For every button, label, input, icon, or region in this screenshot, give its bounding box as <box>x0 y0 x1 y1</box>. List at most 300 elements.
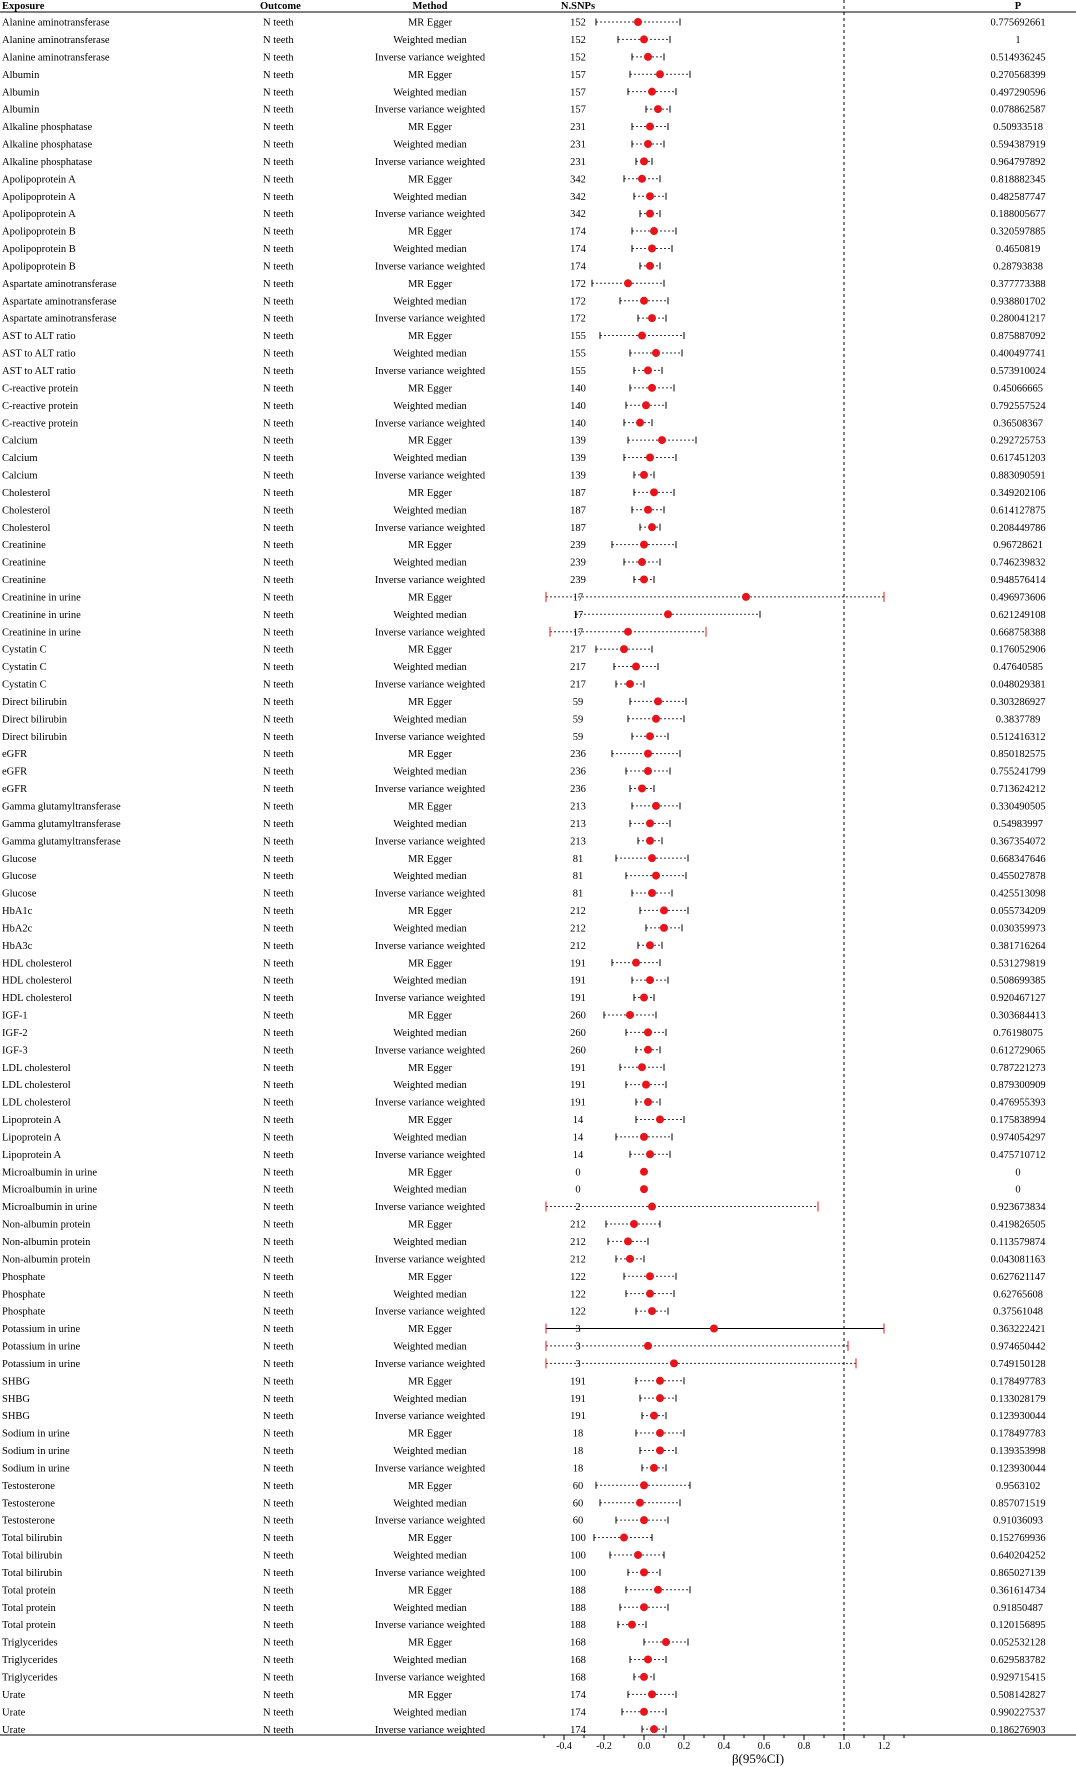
row-method: Inverse variance weighted <box>374 52 486 64</box>
row-exposure: Alanine aminotransferase <box>2 17 110 29</box>
row-method: MR Egger <box>407 1115 453 1127</box>
point-estimate <box>644 1028 652 1036</box>
row-exposure: Urate <box>2 1707 26 1719</box>
row-method: Weighted median <box>393 1707 467 1719</box>
row-outcome: N teeth <box>263 958 294 970</box>
forest-row <box>2 1324 1046 1336</box>
row-method: MR Egger <box>407 1219 453 1231</box>
row-method: Inverse variance weighted <box>374 156 486 168</box>
row-exposure: Creatinine <box>2 540 46 552</box>
forest-row <box>2 1254 1045 1265</box>
point-estimate <box>646 123 654 131</box>
forest-row <box>2 331 1046 342</box>
row-p: 0.629583782 <box>990 1655 1046 1667</box>
forest-row <box>2 279 1046 290</box>
row-exposure: SHBG <box>2 1393 31 1405</box>
row-method: MR Egger <box>407 122 453 134</box>
row-nsnps: 188 <box>570 1620 586 1632</box>
point-estimate <box>628 1621 636 1629</box>
row-outcome: N teeth <box>263 505 294 517</box>
row-method: MR Egger <box>407 1010 453 1022</box>
row-exposure: IGF-2 <box>2 1027 28 1039</box>
row-nsnps: 188 <box>570 1602 586 1614</box>
row-exposure: Total bilirubin <box>2 1533 63 1545</box>
forest-row <box>2 662 1043 673</box>
row-outcome: N teeth <box>263 1341 294 1353</box>
forest-row <box>2 1481 1040 1492</box>
row-exposure: C-reactive protein <box>2 418 79 430</box>
row-nsnps: 187 <box>570 505 586 517</box>
row-outcome: N teeth <box>263 1376 294 1388</box>
point-estimate <box>624 1237 632 1245</box>
row-p: 0.381716264 <box>990 940 1046 952</box>
row-exposure: eGFR <box>2 749 28 761</box>
row-nsnps: 260 <box>570 1010 586 1022</box>
row-outcome: N teeth <box>263 1480 294 1492</box>
row-method: Weighted median <box>393 1498 467 1510</box>
row-method: Weighted median <box>393 609 467 621</box>
row-exposure: Cystatin C <box>2 679 47 691</box>
point-estimate <box>640 1708 648 1716</box>
forest-row <box>2 314 1046 325</box>
row-p: 0.45066665 <box>993 383 1043 395</box>
row-p: 0 <box>1015 1184 1021 1196</box>
row-p: 0.349202106 <box>990 487 1046 499</box>
row-method: Weighted median <box>393 557 467 569</box>
row-p: 0.76198075 <box>993 1027 1043 1039</box>
forest-row <box>2 418 1043 429</box>
point-estimate <box>642 1081 650 1089</box>
row-exposure: Testosterone <box>2 1480 55 1492</box>
row-outcome: N teeth <box>263 940 294 952</box>
row-outcome: N teeth <box>263 714 294 726</box>
row-exposure: Microalbumin in urine <box>2 1202 98 1214</box>
row-exposure: Aspartate aminotransferase <box>2 313 117 325</box>
row-exposure: Aspartate aminotransferase <box>2 278 117 290</box>
row-outcome: N teeth <box>263 209 294 221</box>
row-outcome: N teeth <box>263 122 294 134</box>
row-p: 0.400497741 <box>990 348 1046 360</box>
point-estimate <box>654 105 662 113</box>
point-estimate <box>664 610 672 618</box>
row-nsnps: 17 <box>572 627 584 639</box>
row-exposure: Triglycerides <box>2 1637 58 1649</box>
row-p: 0.47640585 <box>993 662 1043 674</box>
row-outcome: N teeth <box>263 662 294 674</box>
row-outcome: N teeth <box>263 139 294 151</box>
row-nsnps: 18 <box>572 1428 584 1440</box>
row-exposure: Creatinine in urine <box>2 627 81 639</box>
x-tick-label: -0.2 <box>596 1741 612 1752</box>
row-nsnps: 187 <box>570 522 586 534</box>
forest-row <box>2 192 1046 203</box>
forest-row <box>2 1429 1046 1440</box>
point-estimate <box>656 1429 664 1437</box>
row-exposure: Gamma glutamyltransferase <box>2 801 121 813</box>
row-method: MR Egger <box>407 1689 453 1701</box>
point-estimate <box>648 1690 656 1698</box>
row-nsnps: 14 <box>572 1149 584 1161</box>
point-estimate <box>626 1255 634 1263</box>
forest-row <box>2 819 1043 830</box>
row-exposure: C-reactive protein <box>2 383 79 395</box>
row-nsnps: 81 <box>572 853 584 865</box>
row-method: Weighted median <box>393 1237 467 1248</box>
row-nsnps: 213 <box>570 836 586 848</box>
point-estimate <box>658 436 666 444</box>
row-method: MR Egger <box>407 487 453 499</box>
row-outcome: N teeth <box>263 1097 294 1109</box>
forest-row <box>2 1585 1046 1596</box>
forest-row <box>2 296 1046 307</box>
point-estimate <box>652 802 660 810</box>
row-p: 0.612729065 <box>990 1045 1046 1057</box>
row-outcome: N teeth <box>263 923 294 935</box>
row-method: Inverse variance weighted <box>374 1411 486 1423</box>
row-outcome: N teeth <box>263 1010 294 1022</box>
row-p: 0.787221273 <box>990 1062 1046 1074</box>
row-p: 0.865027139 <box>990 1567 1046 1579</box>
point-estimate <box>640 1673 648 1681</box>
row-exposure: Microalbumin in urine <box>2 1184 98 1196</box>
row-nsnps: 188 <box>570 1585 586 1597</box>
row-method: Inverse variance weighted <box>374 1672 486 1684</box>
row-outcome: N teeth <box>263 418 294 430</box>
row-nsnps: 2 <box>575 1202 581 1214</box>
forest-row <box>2 366 1046 377</box>
row-p: 0.113579874 <box>990 1237 1046 1248</box>
row-method: MR Egger <box>407 435 453 447</box>
row-p: 0.508699385 <box>990 975 1046 987</box>
row-nsnps: 231 <box>570 122 586 134</box>
row-exposure: HbA2c <box>2 923 33 935</box>
row-exposure: HbA1c <box>2 906 33 918</box>
row-exposure: Alanine aminotransferase <box>2 52 110 64</box>
row-outcome: N teeth <box>263 644 294 656</box>
row-exposure: Total bilirubin <box>2 1550 63 1562</box>
point-estimate <box>646 1150 654 1158</box>
row-nsnps: 191 <box>570 1062 586 1074</box>
point-estimate <box>638 784 646 792</box>
row-nsnps: 60 <box>572 1480 584 1492</box>
row-outcome: N teeth <box>263 871 294 883</box>
forest-row <box>2 1516 1043 1527</box>
row-outcome: N teeth <box>263 540 294 552</box>
point-estimate <box>624 628 632 636</box>
point-estimate <box>640 575 648 583</box>
row-exposure: Cystatin C <box>2 662 47 674</box>
row-method: Inverse variance weighted <box>374 209 486 221</box>
point-estimate <box>626 680 634 688</box>
row-nsnps: 212 <box>570 1219 586 1231</box>
row-exposure: Calcium <box>2 470 38 482</box>
point-estimate <box>644 1342 652 1350</box>
row-p: 0.621249108 <box>990 609 1046 621</box>
forest-row <box>2 52 1046 63</box>
forest-row <box>2 453 1046 464</box>
row-nsnps: 212 <box>570 940 586 952</box>
point-estimate <box>670 1359 678 1367</box>
row-p: 0.929715415 <box>990 1672 1046 1684</box>
forest-row <box>2 1620 1046 1631</box>
forest-row <box>2 488 1046 499</box>
x-tick-label: 0.2 <box>677 1741 691 1752</box>
row-p: 0.208449786 <box>990 522 1046 534</box>
row-outcome: N teeth <box>263 366 294 377</box>
row-exposure: Apolipoprotein B <box>2 244 76 256</box>
row-method: Inverse variance weighted <box>374 1306 486 1318</box>
row-exposure: LDL cholesterol <box>2 1080 71 1092</box>
row-exposure: eGFR <box>2 766 28 778</box>
point-estimate <box>638 175 646 183</box>
row-outcome: N teeth <box>263 1184 294 1196</box>
row-exposure: Albumin <box>2 104 40 116</box>
row-nsnps: 0 <box>575 1184 581 1196</box>
row-outcome: N teeth <box>263 1428 294 1440</box>
row-outcome: N teeth <box>263 888 294 900</box>
row-nsnps: 217 <box>570 662 586 674</box>
forest-row <box>2 1080 1046 1091</box>
row-exposure: Sodium in urine <box>2 1463 70 1475</box>
row-p: 0.152769936 <box>990 1533 1046 1545</box>
row-outcome: N teeth <box>263 244 294 256</box>
row-method: MR Egger <box>407 1376 453 1388</box>
row-outcome: N teeth <box>263 348 294 360</box>
row-p: 0.923673834 <box>990 1202 1046 1214</box>
row-outcome: N teeth <box>263 1655 294 1667</box>
row-p: 0.755241799 <box>990 766 1046 778</box>
row-method: MR Egger <box>407 17 453 29</box>
row-p: 0.030359973 <box>990 923 1046 935</box>
row-p: 0.91036093 <box>993 1515 1043 1527</box>
row-outcome: N teeth <box>263 17 294 29</box>
forest-row <box>2 610 1046 621</box>
row-exposure: Alkaline phosphatase <box>2 139 93 151</box>
forest-row <box>2 784 1046 795</box>
forest-row <box>2 1185 1021 1196</box>
point-estimate <box>648 1307 656 1315</box>
point-estimate <box>644 506 652 514</box>
row-nsnps: 342 <box>570 209 586 221</box>
row-outcome: N teeth <box>263 1411 294 1423</box>
row-method: Weighted median <box>393 1550 467 1562</box>
row-nsnps: 213 <box>570 818 586 830</box>
row-p: 0.818882345 <box>990 174 1046 186</box>
row-nsnps: 81 <box>572 888 584 900</box>
forest-row <box>2 1568 1046 1579</box>
point-estimate <box>640 1603 648 1611</box>
row-p: 0.875887092 <box>990 331 1046 343</box>
row-exposure: Lipoprotein A <box>2 1149 62 1161</box>
row-nsnps: 342 <box>570 174 586 186</box>
point-estimate <box>652 872 660 880</box>
row-p: 0.425513098 <box>990 888 1046 900</box>
row-p: 0.749150128 <box>990 1358 1046 1370</box>
row-outcome: N teeth <box>263 749 294 761</box>
row-p: 0.475710712 <box>990 1149 1046 1161</box>
row-nsnps: 191 <box>570 1411 586 1423</box>
row-exposure: Non-albumin protein <box>2 1237 91 1248</box>
forest-row <box>2 1063 1046 1074</box>
row-method: Inverse variance weighted <box>374 104 486 116</box>
row-exposure: Calcium <box>2 453 38 465</box>
row-outcome: N teeth <box>263 400 294 412</box>
row-nsnps: 212 <box>570 906 586 918</box>
row-exposure: Direct bilirubin <box>2 731 68 743</box>
forest-row <box>2 122 1043 133</box>
row-method: Weighted median <box>393 139 467 151</box>
row-p: 0.361614734 <box>990 1585 1046 1597</box>
row-nsnps: 100 <box>570 1550 586 1562</box>
row-method: Inverse variance weighted <box>374 1254 486 1266</box>
row-nsnps: 239 <box>570 540 586 552</box>
row-nsnps: 174 <box>570 226 586 238</box>
row-p: 0.367354072 <box>990 836 1046 848</box>
row-p: 0.990227537 <box>990 1707 1046 1719</box>
row-nsnps: 122 <box>570 1271 586 1283</box>
row-nsnps: 231 <box>570 139 586 151</box>
row-p: 0.320597885 <box>990 226 1046 238</box>
point-estimate <box>650 1464 658 1472</box>
forest-row <box>2 70 1046 81</box>
forest-row <box>2 1289 1043 1300</box>
point-estimate <box>660 924 668 932</box>
x-tick-label: 0.4 <box>717 1741 731 1752</box>
row-outcome: N teeth <box>263 1550 294 1562</box>
row-p: 0.303684413 <box>990 1010 1046 1022</box>
row-method: Inverse variance weighted <box>374 888 486 900</box>
row-outcome: N teeth <box>263 1027 294 1039</box>
row-nsnps: 0 <box>575 1167 581 1179</box>
forest-row <box>2 87 1046 98</box>
row-nsnps: 260 <box>570 1045 586 1057</box>
row-method: Inverse variance weighted <box>374 470 486 482</box>
forest-row <box>2 923 1046 934</box>
row-outcome: N teeth <box>263 575 294 587</box>
forest-row <box>2 1011 1046 1022</box>
row-exposure: Albumin <box>2 69 40 81</box>
forest-row <box>2 174 1046 185</box>
point-estimate <box>646 210 654 218</box>
point-estimate <box>644 750 652 758</box>
row-p: 0.50933518 <box>993 122 1043 134</box>
forest-row <box>2 1202 1046 1214</box>
forest-row <box>2 697 1046 708</box>
row-outcome: N teeth <box>263 383 294 395</box>
row-outcome: N teeth <box>263 156 294 168</box>
point-estimate <box>640 35 648 43</box>
row-method: MR Egger <box>407 1062 453 1074</box>
row-nsnps: 60 <box>572 1498 584 1510</box>
row-method: Inverse variance weighted <box>374 1567 486 1579</box>
row-p: 0.476955393 <box>990 1097 1046 1109</box>
row-exposure: Triglycerides <box>2 1655 58 1667</box>
forest-row <box>2 105 1046 116</box>
row-exposure: HDL cholesterol <box>2 975 72 987</box>
point-estimate <box>640 1568 648 1576</box>
row-exposure: C-reactive protein <box>2 400 79 412</box>
row-method: MR Egger <box>407 1585 453 1597</box>
row-method: MR Egger <box>407 540 453 552</box>
row-method: MR Egger <box>407 226 453 238</box>
point-estimate <box>656 1377 664 1385</box>
row-p: 0.531279819 <box>990 958 1046 970</box>
row-exposure: Phosphate <box>2 1289 46 1301</box>
row-nsnps: 122 <box>570 1306 586 1318</box>
point-estimate <box>640 297 648 305</box>
row-method: Weighted median <box>393 1184 467 1196</box>
point-estimate <box>640 1481 648 1489</box>
point-estimate <box>648 314 656 322</box>
row-exposure: LDL cholesterol <box>2 1097 71 1109</box>
row-exposure: Potassium in urine <box>2 1324 81 1336</box>
row-outcome: N teeth <box>263 836 294 848</box>
row-nsnps: 236 <box>570 784 586 796</box>
row-nsnps: 59 <box>572 731 584 743</box>
row-nsnps: 100 <box>570 1533 586 1545</box>
row-nsnps: 174 <box>570 261 586 273</box>
row-p: 0.139353998 <box>990 1446 1046 1458</box>
forest-row <box>2 1045 1046 1056</box>
row-p: 0.775692661 <box>990 17 1046 29</box>
forest-row <box>2 1551 1046 1562</box>
row-exposure: Potassium in urine <box>2 1341 81 1353</box>
row-nsnps: 139 <box>570 470 586 482</box>
row-p: 0.497290596 <box>990 87 1046 99</box>
row-nsnps: 157 <box>570 87 586 99</box>
x-axis-label: β(95%CI) <box>731 1751 785 1766</box>
row-outcome: N teeth <box>263 1324 294 1336</box>
point-estimate <box>630 1220 638 1228</box>
row-method: Weighted median <box>393 1341 467 1353</box>
row-outcome: N teeth <box>263 1515 294 1527</box>
forest-row <box>2 1358 1046 1370</box>
point-estimate <box>660 906 668 914</box>
row-method: Inverse variance weighted <box>374 784 486 796</box>
row-p: 0.123930044 <box>990 1463 1046 1475</box>
row-outcome: N teeth <box>263 1167 294 1179</box>
row-exposure: IGF-1 <box>2 1010 28 1022</box>
row-exposure: Direct bilirubin <box>2 714 68 726</box>
row-outcome: N teeth <box>263 557 294 569</box>
row-method: Weighted median <box>393 296 467 308</box>
row-exposure: Gamma glutamyltransferase <box>2 818 121 830</box>
point-estimate <box>646 837 654 845</box>
forest-row <box>2 1167 1021 1178</box>
forest-row <box>2 732 1046 743</box>
row-p: 0.792557524 <box>990 400 1046 412</box>
row-nsnps: 60 <box>572 1515 584 1527</box>
row-p: 0.62765608 <box>993 1289 1043 1301</box>
row-p: 0.938801702 <box>990 296 1046 308</box>
row-exposure: Testosterone <box>2 1515 55 1527</box>
point-estimate <box>644 1655 652 1663</box>
row-nsnps: 140 <box>570 383 586 395</box>
row-p: 0.514936245 <box>990 52 1046 64</box>
row-exposure: Microalbumin in urine <box>2 1167 98 1179</box>
row-outcome: N teeth <box>263 1237 294 1248</box>
row-method: MR Egger <box>407 1428 453 1440</box>
row-method: Inverse variance weighted <box>374 366 486 377</box>
point-estimate <box>640 471 648 479</box>
point-estimate <box>640 1185 648 1193</box>
point-estimate <box>648 854 656 862</box>
row-method: Weighted median <box>393 923 467 935</box>
row-p: 0.377773388 <box>990 278 1046 290</box>
point-estimate <box>648 384 656 392</box>
row-outcome: N teeth <box>263 69 294 81</box>
row-outcome: N teeth <box>263 1689 294 1701</box>
